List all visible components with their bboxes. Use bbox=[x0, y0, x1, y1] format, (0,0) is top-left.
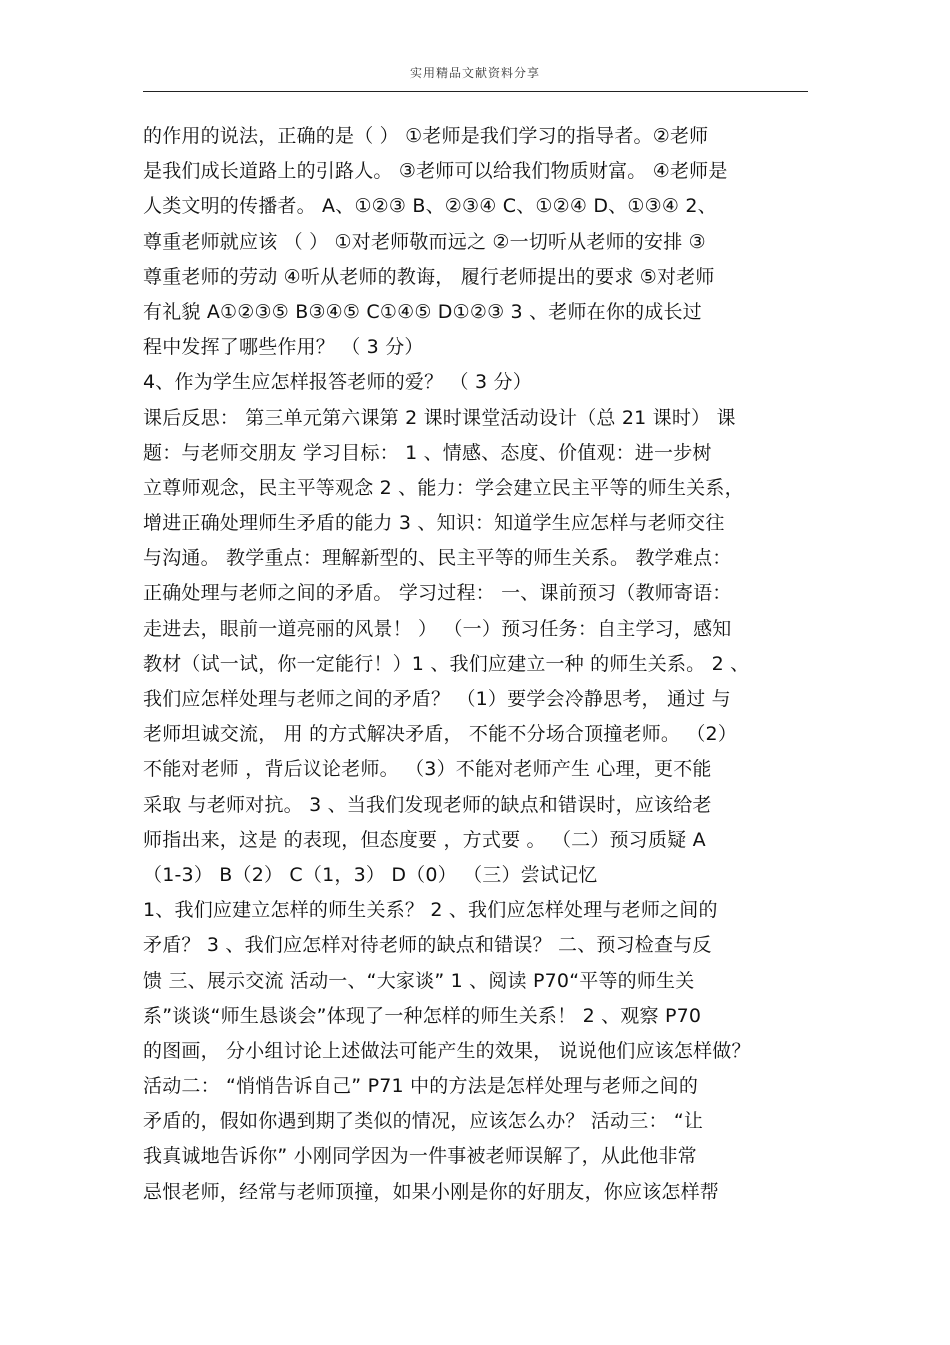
text-line: 馈 三、展示交流 活动一、“大家谈” 1 、阅读 P70“平等的师生关 bbox=[143, 969, 695, 992]
text-line: 采取 与老师对抗。 3 、当我们发现老师的缺点和错误时，应该给老 bbox=[143, 793, 712, 816]
header-divider bbox=[143, 91, 808, 92]
text-line: 有礼貌 A①②③⑤ B③④⑤ C①④⑤ D①②③ 3 、老师在你的成长过 bbox=[143, 300, 702, 323]
document-body bbox=[143, 119, 823, 1210]
text-line: 我们应怎样处理与老师之间的矛盾？ （1）要学会冷静思考， 通过 与 bbox=[143, 688, 731, 710]
text-line: 的图画， 分小组讨论上述做法可能产生的效果， 说说他们应该怎样做？ bbox=[143, 1039, 751, 1062]
text-line: 正确处理与老师之间的矛盾。 学习过程： 一、课前预习（教师寄语： bbox=[143, 582, 732, 605]
text-line: 尊重老师的劳动 ④听从老师的教诲， 履行老师提出的要求 ⑤对老师 bbox=[143, 265, 715, 288]
text-line: 师指出来，这是 的表现，但态度要 ，方式要 。 （二）预习质疑 A bbox=[143, 828, 706, 851]
text-line: 增进正确处理师生矛盾的能力 3 、知识：知道学生应怎样与老师交往 bbox=[143, 512, 725, 535]
text-line: 是我们成长道路上的引路人。 ③老师可以给我们物质财富。 ④老师是 bbox=[143, 160, 728, 183]
text-line: 我真诚地告诉你” 小刚同学因为一件事被老师误解了，从此他非常 bbox=[143, 1145, 697, 1168]
text-line: （1-3） B（2） C（1，3） D（0） （三）尝试记忆 bbox=[143, 863, 598, 886]
text-line: 矛盾？ 3 、我们应怎样对待老师的缺点和错误？ 二、预习检查与反 bbox=[143, 934, 712, 957]
text-line: 走进去，眼前一道亮丽的风景！ ） （一）预习任务：自主学习，感知 bbox=[143, 617, 732, 640]
text-line: 不能对老师 ，背后议论老师。 （3）不能对老师产生 心理，更不能 bbox=[143, 758, 712, 781]
text-line: 的作用的说法，正确的是（ ） ①老师是我们学习的指导者。②老师 bbox=[143, 125, 709, 147]
text-line: 课后反思： 第三单元第六课第 2 课时课堂活动设计（总 21 课时） 课 bbox=[143, 406, 736, 429]
text-line: 忌恨老师，经常与老师顶撞，如果小刚是你的好朋友，你应该怎样帮 bbox=[143, 1180, 720, 1203]
text-line: 尊重老师就应该 （ ） ①对老师敬而远之 ②一切听从老师的安排 ③ bbox=[143, 230, 706, 253]
text-line: 人类文明的传播者。 A、①②③ B、②③④ C、①②④ D、①③④ 2、 bbox=[143, 195, 717, 218]
text-line: 老师坦诚交流， 用 的方式解决矛盾， 不能不分场合顶撞老师。 （2） bbox=[143, 723, 738, 746]
text-line: 矛盾的，假如你遇到期了类似的情况，应该怎么办？ 活动三： “让 bbox=[143, 1110, 704, 1133]
text-line: 教材（试一试，你一定能行！）1 、我们应建立一种 的师生关系。 2 、 bbox=[143, 652, 750, 675]
text-line: 1、我们应建立怎样的师生关系？ 2 、我们应怎样处理与老师之间的 bbox=[143, 899, 718, 922]
text-line: 立尊师观念，民主平等观念 2 、能力：学会建立民主平等的师生关系， bbox=[143, 476, 744, 499]
text-line: 题：与老师交朋友 学习目标： 1 、情感、态度、价值观：进一步树 bbox=[143, 441, 712, 464]
text-line: 与沟通。 教学重点：理解新型的、民主平等的师生关系。 教学难点： bbox=[143, 547, 732, 570]
text-line: 系”谈谈“师生恳谈会”体现了一种怎样的师生关系！ 2 、观察 P70 bbox=[143, 1004, 702, 1027]
text-line: 4、作为学生应怎样报答老师的爱？ （ 3 分） bbox=[143, 371, 532, 394]
text-line: 活动二： “悄悄告诉自己” P71 中的方法是怎样处理与老师之间的 bbox=[143, 1075, 699, 1098]
page-header: 实用精品文献资料分享 bbox=[409, 66, 540, 80]
text-line: 程中发挥了哪些作用？ （ 3 分） bbox=[143, 336, 424, 359]
